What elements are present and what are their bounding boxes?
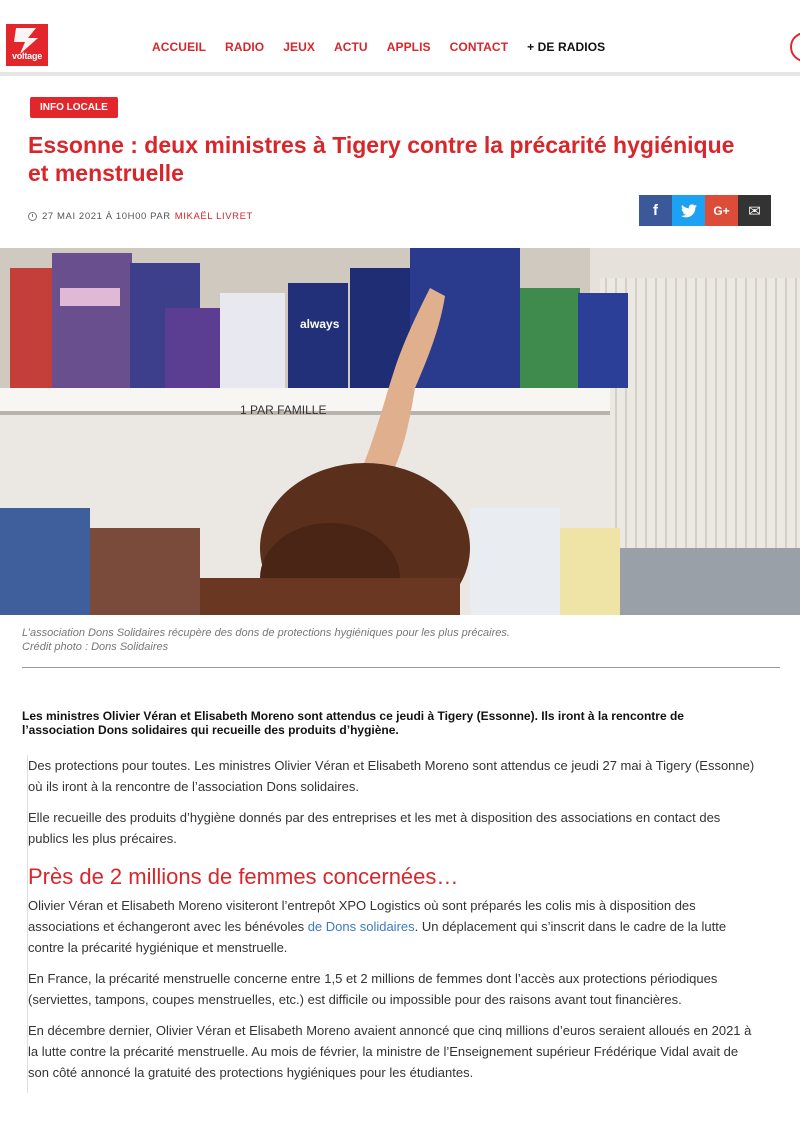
photo-caption bbox=[22, 626, 510, 654]
shelf-label: 1 PAR FAMILLE bbox=[240, 403, 327, 417]
site-header bbox=[0, 0, 800, 76]
voltage-logo[interactable] bbox=[6, 24, 48, 66]
paragraph-3-end: . Un déplacement qui s’inscrit dans le cadre de la lutte contre la précarité hygiénique et menstruelle. bbox=[28, 919, 727, 955]
article-photo bbox=[0, 248, 800, 615]
nav-jeux[interactable]: JEUX bbox=[283, 40, 315, 54]
clock-icon bbox=[28, 212, 37, 221]
photo-illustration bbox=[0, 248, 800, 615]
section-heading: Près de 2 millions de femmes concernées… bbox=[28, 864, 459, 889]
caption-divider bbox=[22, 667, 780, 668]
facebook-icon: f bbox=[653, 202, 658, 219]
article-body bbox=[27, 755, 762, 1093]
nav-actu[interactable]: ACTU bbox=[333, 40, 368, 54]
search-button[interactable] bbox=[790, 32, 800, 62]
google-plus-icon: G+ bbox=[713, 203, 730, 218]
main-nav bbox=[152, 40, 605, 54]
paragraph-5: En décembre dernier, Olivier Véran et Elisabeth Moreno avaient annoncé que cinq millions d’euros seraient alloués en 2021 à la lutte contre la précarité menstruelle. Au mois de février, la ministre de l’Enseignement supérieur Frédérique Vidal avait de son côté annoncé la gratuité des protections hygiéniques pour les étudiantes. bbox=[28, 1023, 752, 1080]
category-tag[interactable]: INFO LOCALE bbox=[30, 97, 118, 118]
article-meta bbox=[28, 211, 253, 222]
dons-solidaires-link[interactable]: de Dons solidaires bbox=[307, 919, 415, 934]
article-lead: Les ministres Olivier Véran et Elisabeth Moreno sont attendus ce jeudi à Tigery (Essonne). Ils iront à la rencontre de l’association Dons solidaires qui recueille des produits d’hygiène. bbox=[22, 709, 684, 737]
paragraph-4: En France, la précarité menstruelle concerne entre 1,5 et 2 millions de femmes dont l’accès aux protections périodiques (serviettes, tampons, coupes menstruelles, etc.) est difficile ou impossible pour des raisons avant tout financières. bbox=[28, 971, 718, 1007]
caption-credit: Crédit photo : Dons Solidaires bbox=[22, 641, 169, 653]
twitter-share-button[interactable] bbox=[672, 195, 705, 226]
nav-applis[interactable]: APPLIS bbox=[386, 40, 431, 54]
article-title: Essonne : deux ministres à Tigery contre la précarité hygiénique et menstruelle bbox=[28, 132, 735, 186]
email-icon: ✉ bbox=[748, 202, 761, 220]
paragraph-2: Elle recueille des produits d’hygiène donnés par des entreprises et les met à disposition des associations en contact des publics les plus précaires. bbox=[28, 810, 721, 846]
google-plus-share-button[interactable] bbox=[705, 195, 738, 226]
paragraph-1: Des protections pour toutes. Les ministres Olivier Véran et Elisabeth Moreno sont attendus ce jeudi 27 mai à Tigery (Essonne) où ils iront à la rencontre de l’association Dons solidaires. bbox=[28, 758, 755, 794]
facebook-share-button[interactable] bbox=[639, 195, 672, 226]
nav-more-radios[interactable]: + DE RADIOS bbox=[527, 40, 606, 54]
email-share-button[interactable] bbox=[738, 195, 771, 226]
nav-radio[interactable]: RADIO bbox=[225, 40, 265, 54]
paragraph-3-start: Olivier Véran et Elisabeth Moreno visiteront l’entrepôt XPO Logistics où sont préparés les colis mis à disposition des associations et échangeront avec les bénévoles bbox=[28, 898, 696, 934]
nav-accueil[interactable]: ACCUEIL bbox=[152, 40, 207, 54]
caption-text: L’association Dons Solidaires récupère des dons de protections hygiéniques pour les plus précaires. bbox=[22, 627, 510, 639]
share-bar bbox=[639, 195, 771, 226]
paragraph-3 bbox=[28, 895, 762, 958]
article-date: 27 MAI 2021 À 10H00 PAR bbox=[42, 211, 171, 222]
logo-text: voltage bbox=[11, 51, 43, 61]
twitter-icon bbox=[681, 204, 697, 218]
article-author[interactable]: MIKAËL LIVRET bbox=[174, 211, 253, 222]
brand-text: always bbox=[300, 317, 340, 331]
nav-contact[interactable]: CONTACT bbox=[449, 40, 509, 54]
